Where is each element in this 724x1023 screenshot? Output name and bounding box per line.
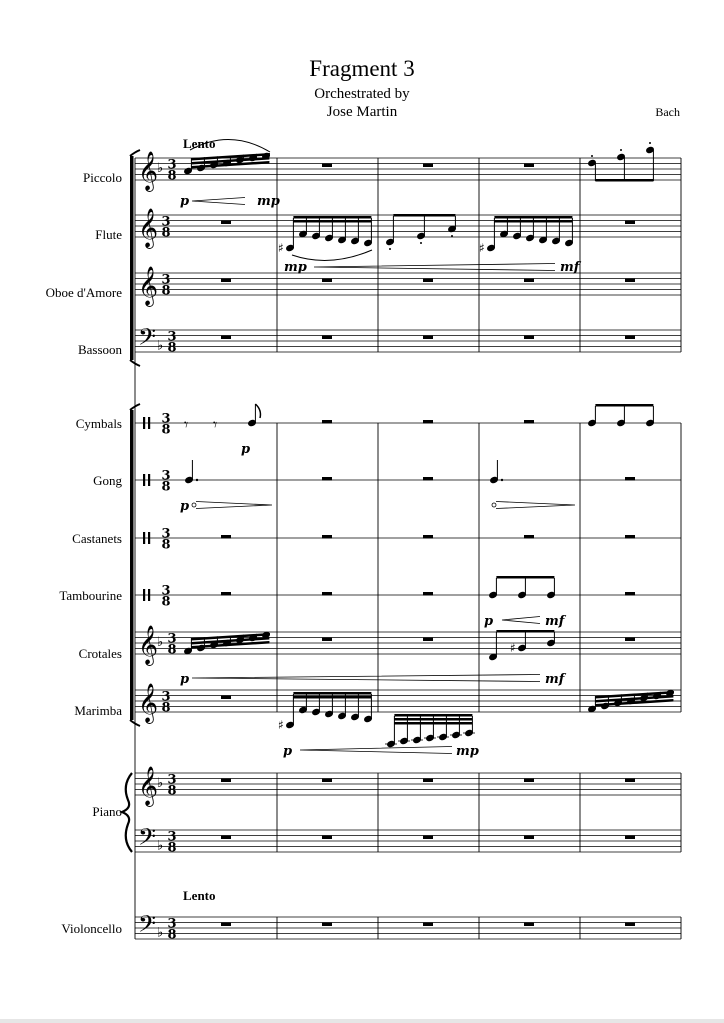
dynamic-flute-start: mp [284, 260, 307, 275]
time-sig-top-gong: 3 [161, 468, 171, 484]
measure-rest-piano-treble [322, 779, 332, 783]
measure-rest-bassoon [625, 336, 635, 340]
tambourine-hairpin [502, 617, 540, 624]
instrument-label-piano: Piano [92, 804, 122, 819]
staccato-dot [420, 242, 422, 244]
time-sig-bottom-crotales: 8 [167, 642, 177, 658]
measure-rest-marimba [221, 696, 231, 700]
time-sig-top-marimba: 3 [161, 689, 171, 705]
woodwind-bracket [130, 156, 134, 360]
measure-rest-piccolo [423, 164, 433, 168]
percussion-clef-gong [148, 474, 150, 486]
whole-measure-rests [221, 164, 635, 927]
treble-clef-flute: 𝄞 [138, 208, 159, 248]
crotales-m4-beam [496, 630, 554, 633]
system-brackets [122, 150, 140, 852]
sharp-sign: ♯ [510, 641, 516, 655]
staccato-dot [649, 142, 651, 144]
eighth-rest: 𝄾 [213, 415, 218, 434]
measure-rest-cello [625, 923, 635, 927]
measure-rest-piano-treble [625, 779, 635, 783]
percussion-clef-castanets [148, 532, 150, 544]
time-sig-top-cymbals: 3 [161, 411, 171, 427]
flute-m2-beam [293, 220, 371, 223]
dynamic-flute-end: mf [560, 260, 580, 275]
measure-rest-oboe [524, 279, 534, 283]
flat-sign-crotales: ♭ [157, 635, 164, 650]
flat-sign-bassoon: ♭ [157, 338, 164, 354]
time-sig-bottom-castanets: 8 [161, 537, 171, 553]
percussion-clef-cymbals [148, 417, 150, 429]
instrument-label-cymbals: Cymbals [75, 416, 122, 431]
time-sig-top-bassoon: 3 [167, 329, 177, 345]
measure-rest-cello [423, 923, 433, 927]
flute-slur [292, 250, 372, 260]
time-sig-top-tambourine: 3 [161, 583, 171, 599]
gong-hairpin-m1-niente [192, 503, 196, 507]
piccolo-slur [190, 139, 270, 152]
flute-m4-beam [494, 220, 572, 223]
measure-rest-oboe [423, 279, 433, 283]
instrument-label-castanets: Castanets [72, 531, 122, 546]
gong-hairpin-m4 [496, 502, 575, 509]
staccato-dot [389, 248, 391, 250]
clefs [138, 151, 158, 943]
marimba-m3-beam [394, 718, 472, 721]
marimba-hairpin [300, 747, 452, 754]
measure-rest-flute [221, 221, 231, 225]
measure-rest-tambourine [625, 592, 635, 596]
treble-clef-marimba: 𝄞 [138, 683, 159, 723]
time-sig-bottom-tambourine: 8 [161, 594, 171, 610]
measure-rest-piano-treble [423, 779, 433, 783]
piccolo-hairpin [192, 198, 245, 205]
time-sig-bottom-piano-treble: 8 [167, 783, 177, 799]
time-sig-bottom-bassoon: 8 [167, 340, 177, 356]
flat-sign-piano-treble: ♭ [157, 776, 164, 791]
marimba-m3-beam [394, 714, 472, 717]
dynamic-marimba-end: mp [456, 744, 479, 759]
measure-rest-bassoon [524, 336, 534, 340]
time-sig-bottom-cymbals: 8 [161, 422, 171, 438]
flat-sign-piano-bass: ♭ [157, 838, 164, 854]
staff-lines [135, 158, 681, 939]
time-sig-bottom-marimba: 8 [161, 700, 171, 716]
dynamic-crotales-start: p [180, 672, 190, 687]
measure-rest-piano-bass [221, 836, 231, 840]
tempo-mark-cello: Lento [183, 888, 216, 903]
percussion-clef-gong [143, 474, 145, 486]
flute-hairpin [314, 264, 555, 271]
percussion-clef-cymbals [143, 417, 145, 429]
instrument-label-flute: Flute [95, 227, 122, 242]
time-sig-top-piccolo: 3 [167, 157, 177, 173]
score-title: Fragment 3 [309, 56, 415, 81]
measure-rest-cello [524, 923, 534, 927]
time-sig-top-crotales: 3 [167, 631, 177, 647]
sharp-sign: ♯ [278, 241, 284, 255]
piano-brace [122, 773, 132, 852]
marimba-m2-beam [293, 692, 371, 695]
gong-hairpin-m4-niente [492, 503, 496, 507]
percussion-clef-castanets [143, 532, 145, 544]
dynamic-piccolo-end: mp [257, 194, 280, 209]
dynamic-marimba-start: p [283, 744, 293, 759]
treble-clef-piano-treble: 𝄞 [138, 766, 159, 806]
marimba-m3-beam [394, 722, 472, 725]
tambourine-m4-beam [496, 576, 554, 579]
instrument-label-violoncello: Violoncello [61, 921, 122, 936]
marimba-m2-beam [293, 696, 371, 699]
measure-rest-bassoon [423, 336, 433, 340]
measure-rest-piano-treble [524, 779, 534, 783]
eighth-flag [255, 404, 260, 418]
hairpins [192, 198, 575, 754]
staccato-dot [620, 149, 622, 151]
measure-rest-castanets [322, 535, 332, 539]
percussion-clef-tambourine [143, 589, 145, 601]
time-sig-bottom-piano-bass: 8 [167, 840, 177, 856]
measure-rest-piano-treble [221, 779, 231, 783]
staccato-dot [451, 235, 453, 237]
sharp-sign: ♯ [278, 718, 284, 732]
measure-rest-castanets [524, 535, 534, 539]
crotales-hairpin [192, 675, 540, 682]
measure-rest-piccolo [524, 164, 534, 168]
instrument-label-tambourine: Tambourine [59, 588, 122, 603]
measure-rest-piano-bass [423, 836, 433, 840]
measure-rest-crotales [423, 638, 433, 642]
percussion-clef-tambourine [148, 589, 150, 601]
dynamic-gong: p [180, 499, 190, 514]
dynamic-crotales-end: mf [545, 672, 565, 687]
time-sig-bottom-cello: 8 [167, 927, 177, 943]
measure-rest-piano-bass [322, 836, 332, 840]
time-sig-bottom-flute: 8 [161, 225, 171, 241]
flute-m3-beam [393, 214, 455, 217]
measure-rest-cymbals [524, 420, 534, 424]
instrument-label-crotales: Crotales [78, 646, 122, 661]
measure-rest-gong [625, 477, 635, 481]
instrument-label-marimba: Marimba [74, 703, 122, 718]
instrument-label-oboe-damore: Oboe d'Amore [45, 285, 122, 300]
treble-clef-oboe: 𝄞 [138, 266, 159, 306]
bass-clef-piano-bass: 𝄢 [138, 823, 157, 856]
flat-sign-piccolo: ♭ [157, 161, 164, 176]
notes [184, 139, 675, 747]
bass-clef-bassoon: 𝄢 [138, 323, 157, 356]
piccolo-m5-beam [595, 179, 653, 182]
dynamic-tambourine-end: mf [545, 614, 565, 629]
time-signatures [161, 158, 176, 943]
page-bottom-edge [0, 1019, 724, 1023]
measure-rest-cello [322, 923, 332, 927]
instrument-label-gong: Gong [93, 473, 122, 488]
measure-rest-tambourine [221, 592, 231, 596]
time-sig-bottom-oboe: 8 [161, 283, 171, 299]
treble-clef-crotales: 𝄞 [138, 625, 159, 665]
time-sig-top-oboe: 3 [161, 272, 171, 288]
sharp-sign: ♯ [479, 241, 485, 255]
instrument-label-piccolo: Piccolo [83, 170, 122, 185]
measure-rest-crotales [625, 638, 635, 642]
augmentation-dot [196, 479, 198, 481]
flute-m4-beam [494, 216, 572, 219]
measure-rest-castanets [423, 535, 433, 539]
eighth-rest: 𝄾 [184, 415, 189, 434]
measure-rest-oboe [322, 279, 332, 283]
measure-rest-cello [221, 923, 231, 927]
staccato-dot [591, 155, 593, 157]
measure-rest-crotales [322, 638, 332, 642]
flute-m2-beam [293, 216, 371, 219]
barlines [135, 158, 681, 939]
dynamic-piccolo-start: p [180, 194, 190, 209]
bass-clef-cello: 𝄢 [138, 910, 157, 943]
measure-rest-piccolo [322, 164, 332, 168]
measure-rest-cymbals [423, 420, 433, 424]
time-sig-top-piano-bass: 3 [167, 829, 177, 845]
score-subtitle-orchestrated: Orchestrated by [314, 86, 410, 102]
time-sig-top-piano-treble: 3 [167, 772, 177, 788]
measure-rest-bassoon [221, 336, 231, 340]
flat-sign-cello: ♭ [157, 925, 164, 941]
measure-rest-oboe [625, 279, 635, 283]
instrument-label-bassoon: Bassoon [77, 342, 122, 357]
composer-name: Bach [655, 105, 680, 119]
measure-rest-cymbals [322, 420, 332, 424]
dynamic-tambourine-start: p [484, 614, 494, 629]
measure-rest-gong [423, 477, 433, 481]
measure-rest-flute [625, 221, 635, 225]
measure-rest-tambourine [322, 592, 332, 596]
score-subtitle-arranger: Jose Martin [326, 104, 398, 120]
measure-rest-oboe [221, 279, 231, 283]
measure-rest-bassoon [322, 336, 332, 340]
dynamic-cymbals: p [241, 442, 251, 457]
measure-rest-castanets [221, 535, 231, 539]
treble-clef-piccolo: 𝄞 [138, 151, 159, 191]
time-sig-top-flute: 3 [161, 214, 171, 230]
measure-rest-castanets [625, 535, 635, 539]
measure-rest-piano-bass [625, 836, 635, 840]
time-sig-bottom-gong: 8 [161, 479, 171, 495]
augmentation-dot [501, 479, 503, 481]
cymbals-m5-beam [595, 404, 653, 407]
gong-hairpin-m1 [196, 502, 272, 509]
measure-rest-piano-bass [524, 836, 534, 840]
measure-rest-gong [322, 477, 332, 481]
measure-rest-tambourine [423, 592, 433, 596]
tempo-mark-top: Lento [183, 136, 216, 151]
percussion-bracket [130, 410, 134, 720]
time-sig-top-castanets: 3 [161, 526, 171, 542]
time-sig-top-cello: 3 [167, 916, 177, 932]
time-sig-bottom-piccolo: 8 [167, 168, 177, 184]
